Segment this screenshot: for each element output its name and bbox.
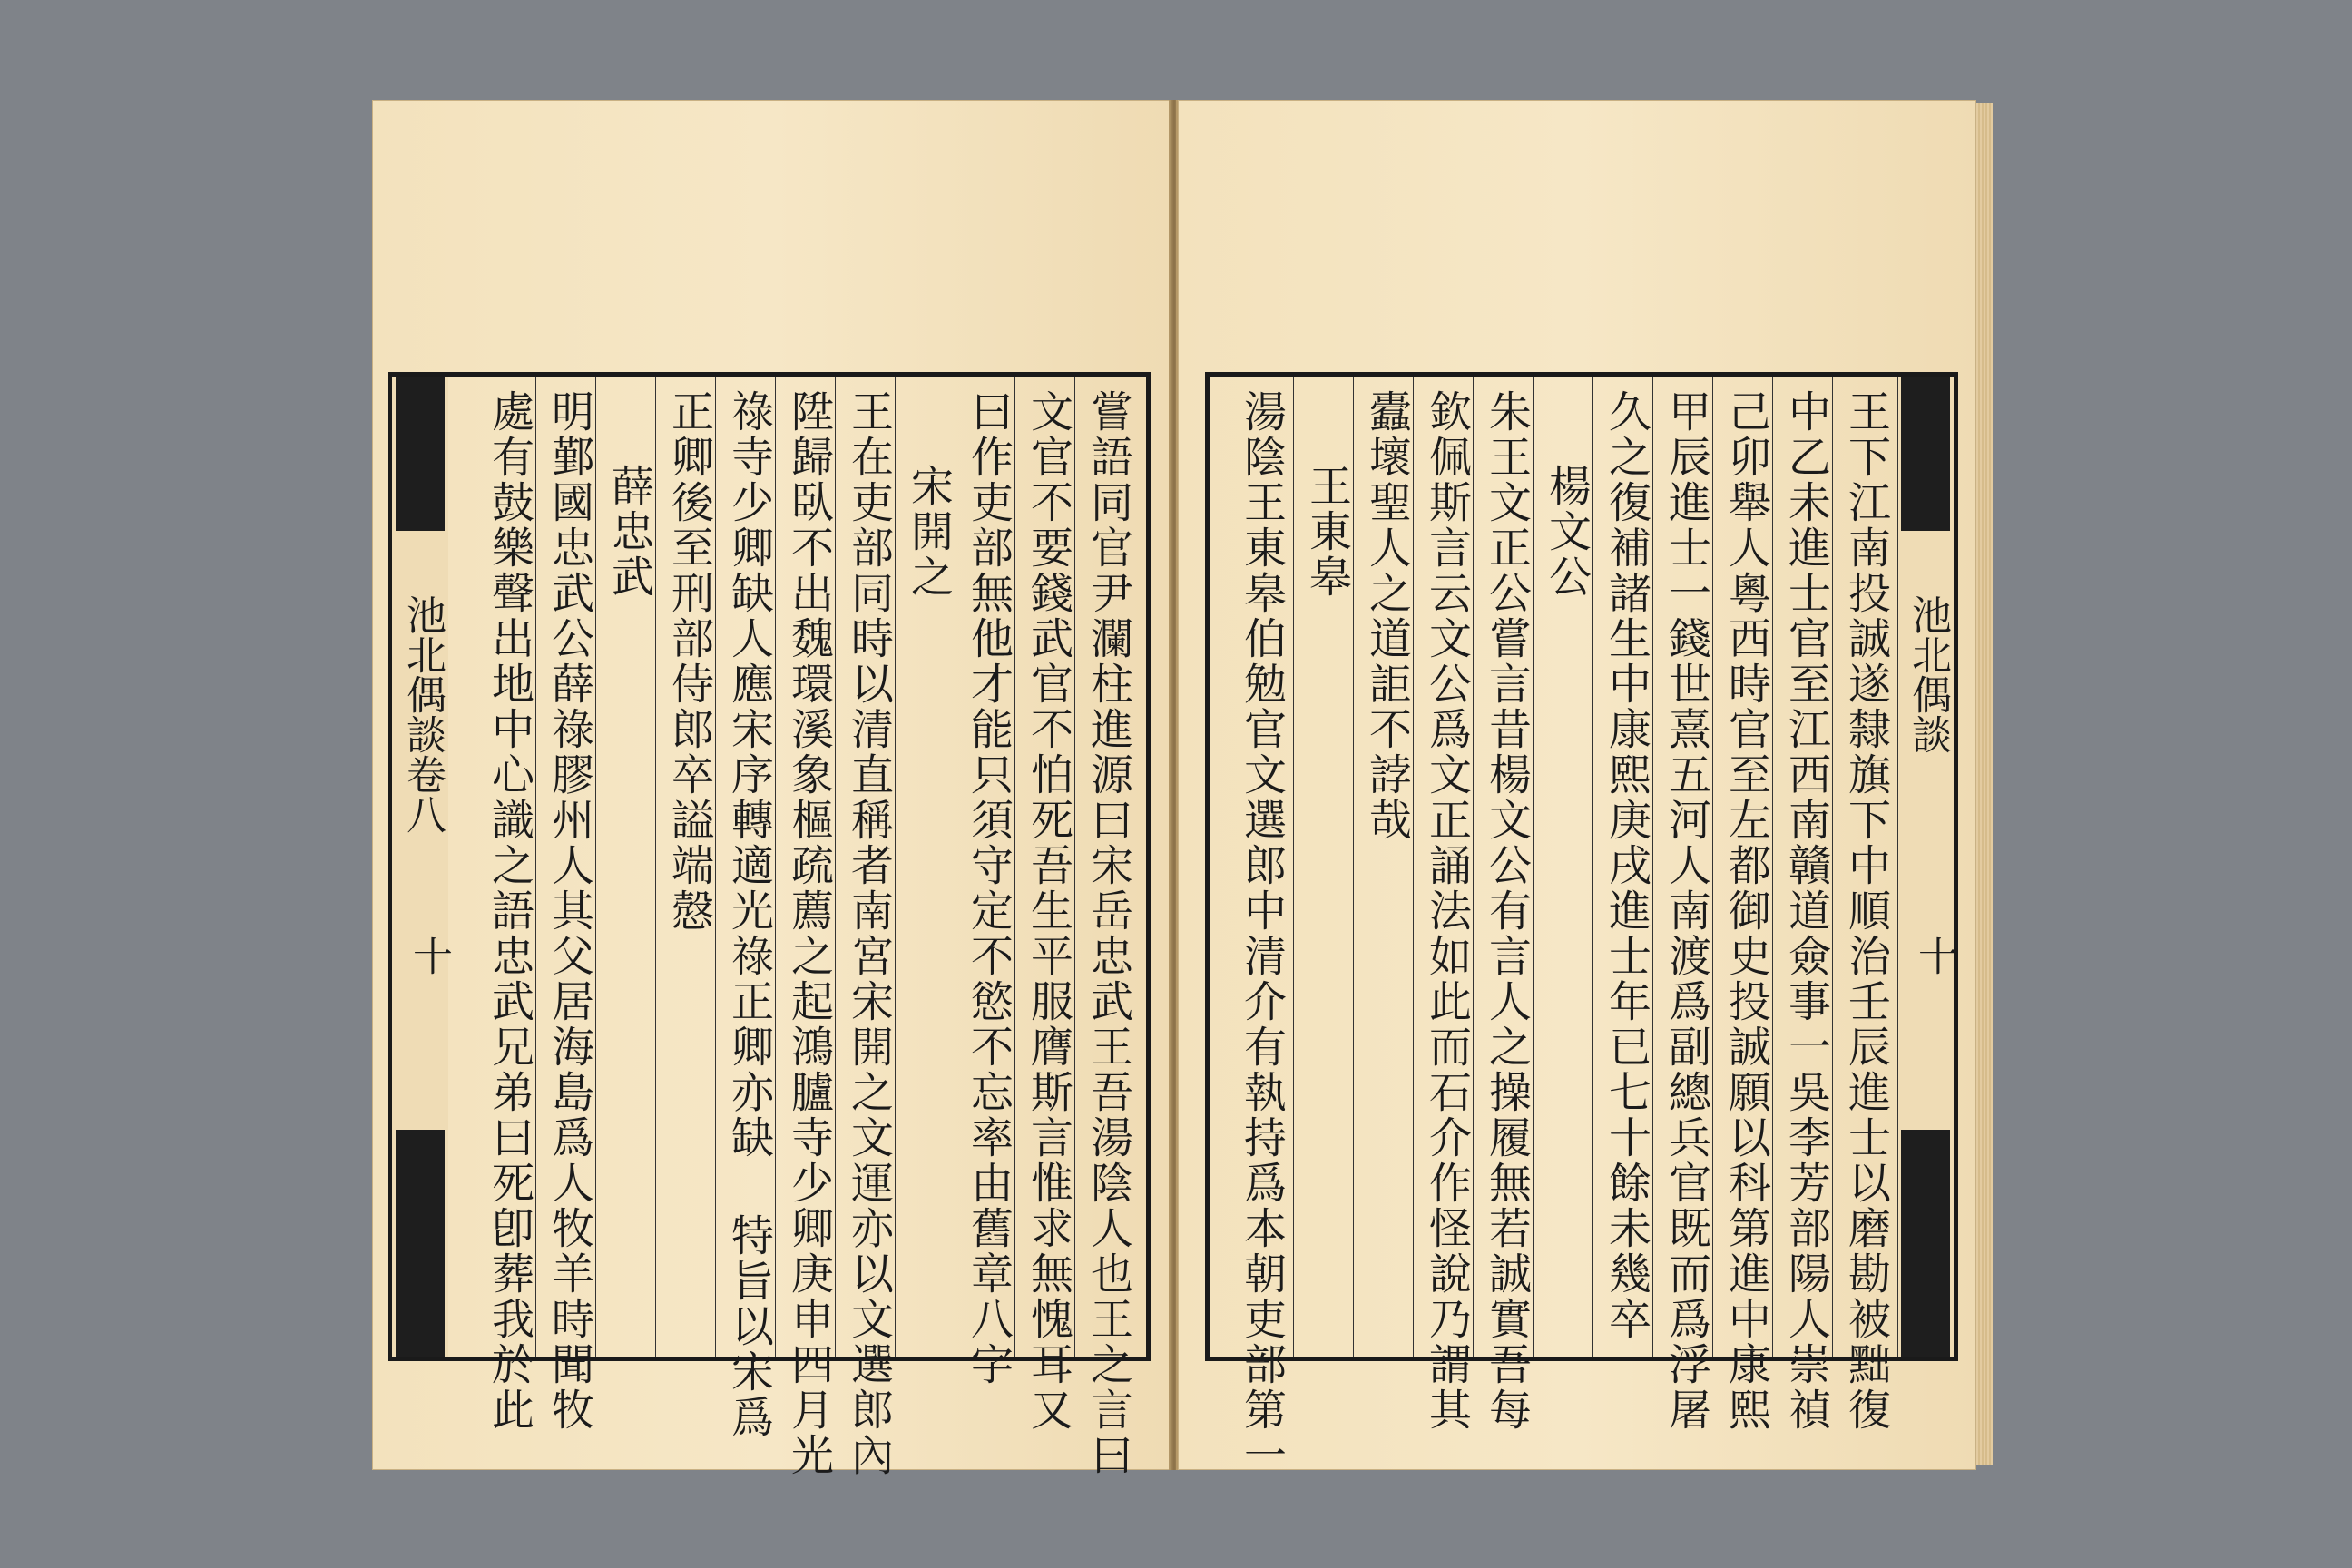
right-banxin [1897,377,1957,1357]
left-heading-xue-zhongwu: 薛忠武 [604,464,654,600]
left-heading-song-kaizhi: 宋開之 [904,464,954,600]
left-col-6: 陞歸臥不出魏環溪象樞疏薦之起鴻臚寺少卿庚申四月光 [784,389,834,1478]
right-page [1176,100,1976,1478]
right-col-9: 蠹壞聖人之道詎不誖哉 [1362,389,1412,843]
right-col-4: 甲辰進士一錢世熹五河人南渡爲副總兵官既而爲浮屠 [1661,389,1711,1433]
left-banxin-title: 池北偶談卷八 [399,594,446,834]
right-col-11: 湯陰王東皋伯勉官文選郎中清介有執持爲本朝吏部第一 [1237,389,1287,1478]
right-col-2: 中乙未進士官至江西南贛道僉事一吳李芳部陽人崇禎 [1781,389,1831,1433]
left-col-3: 曰作吏部無他才能只須守定不慾不忘率由舊章八字 [964,389,1014,1387]
right-print-frame [1205,372,1958,1478]
left-col-7: 祿寺少卿缺人應宋序轉適光祿正卿亦缺 特旨以宋爲 [724,389,774,1440]
left-banxin [392,377,452,1357]
left-col-2: 文官不要錢武官不怕死吾生平服膺斯言惟求無愧耳又 [1024,389,1073,1433]
right-heading-yang-wengong: 楊文公 [1542,464,1592,600]
left-folio: 十 [406,936,452,975]
right-heading-wang-donggao: 王東皋 [1302,464,1352,600]
left-col-8: 正卿後至刑部侍郎卒謚端慤 [664,389,714,934]
open-book [372,91,1996,1479]
right-col-8: 欽佩斯言云文公爲文正誦法如此而石介作怪說乃謂其 [1422,389,1472,1433]
right-col-1: 王下江南投誠遂隸旗下中順治壬辰進士以磨勘被黜復 [1841,389,1891,1433]
left-col-1: 嘗語同官尹瀾柱進源曰宋岳忠武王吾湯陰人也王之言曰 [1083,389,1133,1478]
right-col-5: 久之復補諸生中康熙庚戌進士年已七十餘未幾卒 [1602,389,1651,1342]
left-col-10: 明鄞國忠武公薛祿膠州人其父居海島爲人牧羊時聞牧 [544,389,594,1433]
page-stack-edge [1976,103,1993,1465]
left-col-5: 王在吏部同時以清直稱者南宮宋開之文運亦以文選郎內 [844,389,894,1478]
right-folio: 十 [1911,936,1957,975]
right-col-7: 朱王文正公嘗言昔楊文公有言人之操履無若誠實吾每 [1482,389,1532,1433]
right-col-3: 己卯舉人粵西時官至左都御史投誠願以科第進中康熙 [1721,389,1771,1433]
left-page [372,100,1172,1478]
right-banxin-title: 池北偶談 [1905,594,1951,754]
left-col-11: 處有鼓樂聲出地中心識之語忠武兄弟曰死卽葬我於此 [485,389,534,1433]
left-print-frame [388,372,1151,1478]
